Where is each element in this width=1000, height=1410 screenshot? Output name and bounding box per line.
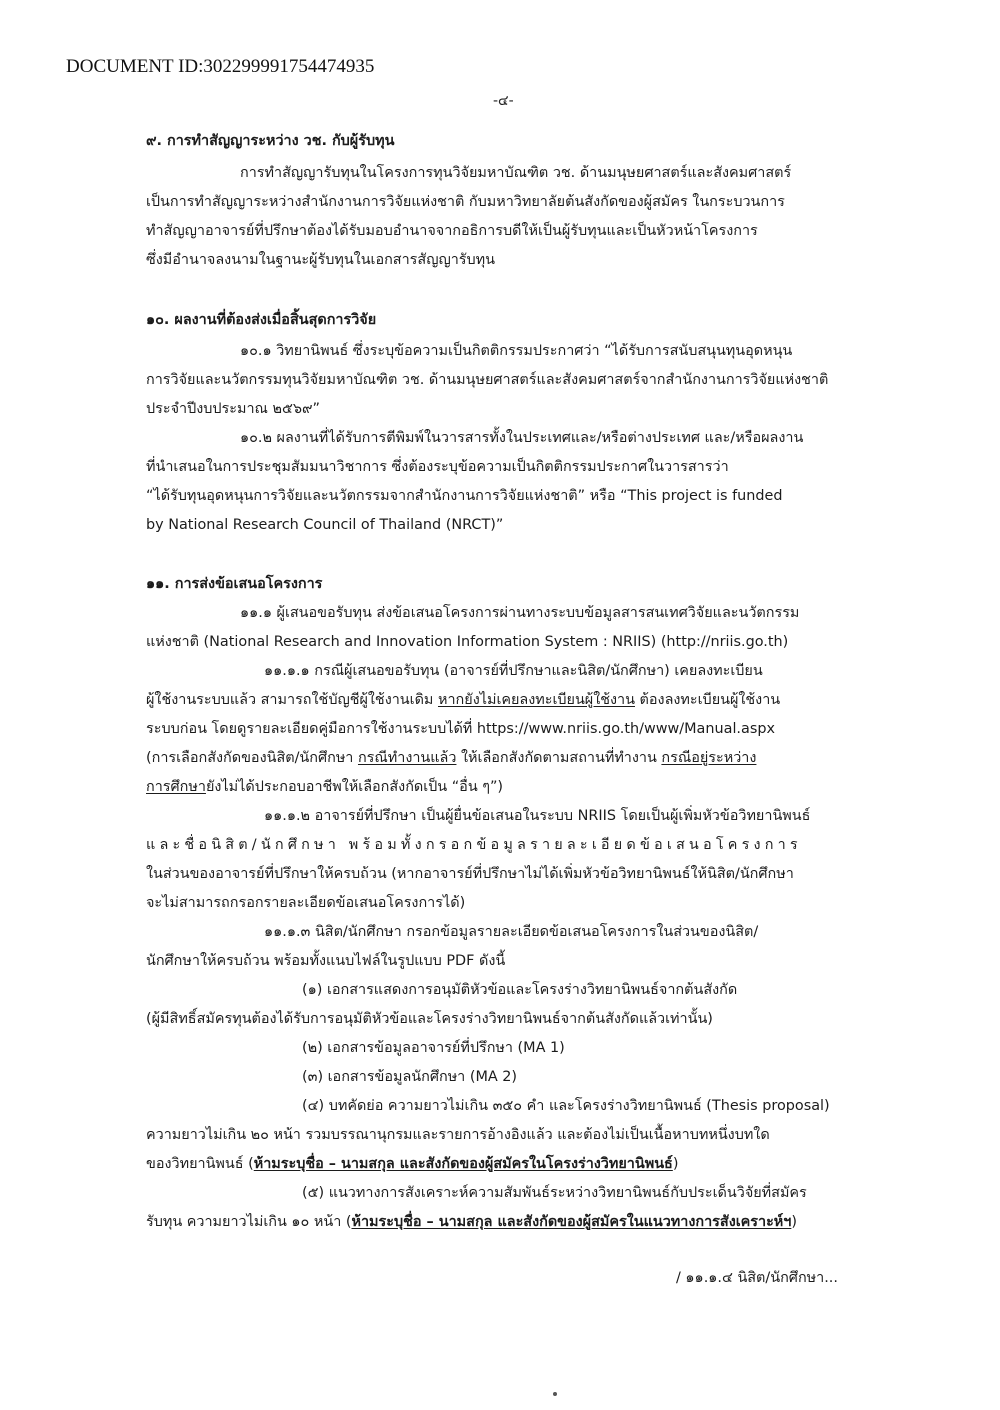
paragraph-line: นักศึกษาให้ครบถ้วน พร้อมทั้งแนบไฟล์ในรูปแบบ PDF ดังนี้: [146, 953, 506, 969]
paragraph-line: การทำสัญญารับทุนในโครงการทุนวิจัยมหาบัณฑิต วช. ด้านมนุษยศาสตร์และสังคมศาสตร์: [240, 165, 792, 181]
text-run: รับทุน ความยาวไม่เกิน ๑๐ หน้า (: [146, 1214, 352, 1230]
paragraph-line: ๑๑.๑.๓ นิสิต/นักศึกษา กรอกข้อมูลรายละเอียดข้อเสนอโครงการในส่วนของนิสิต/: [264, 924, 759, 940]
paragraph-line: แห่งชาติ (National Research and Innovation Information System : NRIIS) (http://nriis.go.th): [146, 634, 789, 650]
paragraph-line: (๔) บทคัดย่อ ความยาวไม่เกิน ๓๕๐ คำ และโครงร่างวิทยานิพนธ์ (Thesis proposal): [302, 1098, 830, 1114]
paragraph-line: ระบบก่อน โดยดูรายละเอียดคู่มือการใช้งานระบบได้ที่ https://www.nriis.go.th/www/Manual.aspx: [146, 721, 775, 737]
text-run: ของวิทยานิพนธ์ (: [146, 1156, 254, 1172]
section-11-heading: ๑๑. การส่งข้อเสนอโครงการ: [146, 576, 323, 592]
paragraph-line: ในส่วนของอาจารย์ที่ปรึกษาให้ครบถ้วน (หากอาจารย์ที่ปรึกษาไม่ได้เพิ่มหัวข้อวิทยานิพนธ์ให้นิสิต/นักศึกษา: [146, 866, 794, 882]
section-9-heading: ๙. การทำสัญญาระหว่าง วช. กับผู้รับทุน: [146, 133, 395, 149]
paragraph-line: [146, 779, 503, 796]
paragraph-line: (๒) เอกสารข้อมูลอาจารย์ที่ปรึกษา (MA 1): [302, 1040, 565, 1056]
paragraph-line: [146, 1214, 797, 1231]
paragraph-line: (๑) เอกสารแสดงการอนุมัติหัวข้อและโครงร่างวิทยานิพนธ์จากต้นสังกัด: [302, 982, 738, 998]
underlined-text: กรณีอยู่ระหว่าง: [661, 750, 757, 766]
paragraph-line: ๑๑.๑.๑ กรณีผู้เสนอขอรับทุน (อาจารย์ที่ปรึกษาและนิสิต/นักศึกษา) เคยลงทะเบียน: [264, 663, 763, 679]
paragraph-line: ๑๑.๑ ผู้เสนอขอรับทุน ส่งข้อเสนอโครงการผ่านทางระบบข้อมูลสารสนเทศวิจัยและนวัตกรรม: [240, 605, 800, 621]
text-run: ): [791, 1214, 798, 1230]
paragraph-line: เป็นการทำสัญญาระหว่างสำนักงานการวิจัยแห่งชาติ กับมหาวิทยาลัยต้นสังกัดของผู้สมัคร ในกระบวนการ: [146, 194, 785, 210]
paragraph-line: ซึ่งมีอำนาจลงนามในฐานะผู้รับทุนในเอกสารสัญญารับทุน: [146, 252, 495, 268]
paragraph-line: ๑๐.๑ วิทยานิพนธ์ ซึ่งระบุข้อความเป็นกิตติกรรมประกาศว่า “ได้รับการสนับสนุนทุนอุดหนุน: [240, 343, 793, 359]
paragraph-line: (ผู้มีสิทธิ์สมัครทุนต้องได้รับการอนุมัติหัวข้อและโครงร่างวิทยานิพนธ์จากต้นสังกัดแล้วเท่านั้น): [146, 1011, 713, 1027]
text-run: ): [672, 1156, 679, 1172]
paragraph-line: “ได้รับทุนอุดหนุนการวิจัยและนวัตกรรมจากสำนักงานการวิจัยแห่งชาติ” หรือ “This project is funded: [146, 488, 783, 504]
paragraph-line: ๑๑.๑.๒ อาจารย์ที่ปรึกษา เป็นผู้ยื่นข้อเสนอในระบบ NRIIS โดยเป็นผู้เพิ่มหัวข้อวิทยานิพนธ์: [264, 808, 811, 824]
paragraph-line: [146, 750, 756, 767]
underlined-bold-text: ห้ามระบุชื่อ – นามสกุล และสังกัดของผู้สมัครในโครงร่างวิทยานิพนธ์: [253, 1156, 673, 1172]
paragraph-line: (๕) แนวทางการสังเคราะห์ความสัมพันธ์ระหว่างวิทยานิพนธ์กับประเด็นวิจัยที่สมัคร: [302, 1185, 807, 1201]
text-run: ให้เลือกสังกัดตามสถานที่ทำงาน: [456, 750, 662, 766]
paragraph-line: ที่นำเสนอในการประชุมสัมมนาวิชาการ ซึ่งต้องระบุข้อความเป็นกิตติกรรมประกาศในวารสารว่า: [146, 459, 729, 475]
underlined-text: กรณีทำงานแล้ว: [357, 750, 457, 766]
paragraph-line: การวิจัยและนวัตกรรมทุนวิจัยมหาบัณฑิต วช. ด้านมนุษยศาสตร์และสังคมศาสตร์จากสำนักงานการวิจัยแห่งชาติ: [146, 372, 829, 388]
text-run: ยังไม่ได้ประกอบอาชีพให้เลือกสังกัดเป็น “อื่น ๆ”): [205, 779, 504, 795]
document-id: DOCUMENT ID:302299991754474935: [66, 56, 375, 77]
paragraph-line: และชื่อนิสิต/นักศึกษา พร้อมทั้งกรอกข้อมูลรายละเอียดข้อเสนอโครงการ: [146, 837, 802, 853]
text-run: ผู้ใช้งานระบบแล้ว สามารถใช้บัญชีผู้ใช้งานเดิม: [146, 692, 434, 708]
paragraph-line: (๓) เอกสารข้อมูลนักศึกษา (MA 2): [302, 1069, 518, 1085]
page-number: -๔-: [493, 93, 514, 109]
section-10-heading: ๑๐. ผลงานที่ต้องส่งเมื่อสิ้นสุดการวิจัย: [146, 312, 377, 328]
underlined-text: การศึกษา: [146, 779, 206, 795]
scan-speck: [553, 1392, 557, 1396]
paragraph-line: [146, 1156, 678, 1173]
continuation-note: / ๑๑.๑.๔ นิสิต/นักศึกษา...: [676, 1270, 838, 1286]
paragraph-line: by National Research Council of Thailand (NRCT)”: [146, 517, 504, 533]
paragraph-line: จะไม่สามารถกรอกรายละเอียดข้อเสนอโครงการได้): [146, 895, 466, 911]
paragraph-line: ประจำปีงบประมาณ ๒๕๖๙”: [146, 401, 320, 417]
paragraph-line: ทำสัญญาอาจารย์ที่ปรึกษาต้องได้รับมอบอำนาจจากอธิการบดีให้เป็นผู้รับทุนและเป็นหัวหน้าโครงการ: [146, 223, 758, 239]
underlined-text: หากยังไม่เคยลงทะเบียนผู้ใช้งาน: [437, 692, 635, 708]
text-run: (การเลือกสังกัดของนิสิต/นักศึกษา: [146, 750, 358, 766]
text-run: ต้องลงทะเบียนผู้ใช้งาน: [634, 692, 781, 708]
underlined-bold-text: ห้ามระบุชื่อ – นามสกุล และสังกัดของผู้สมัครในแนวทางการสังเคราะห์ฯ: [351, 1214, 792, 1230]
paragraph-line: ๑๐.๒ ผลงานที่ได้รับการตีพิมพ์ในวารสารทั้งในประเทศและ/หรือต่างประเทศ และ/หรือผลงาน: [240, 430, 804, 446]
paragraph-line: [146, 692, 780, 709]
paragraph-line: ความยาวไม่เกิน ๒๐ หน้า รวมบรรณานุกรมและรายการอ้างอิงแล้ว และต้องไม่เป็นเนื้อหาบทหนึ่งบทใด: [146, 1127, 770, 1143]
